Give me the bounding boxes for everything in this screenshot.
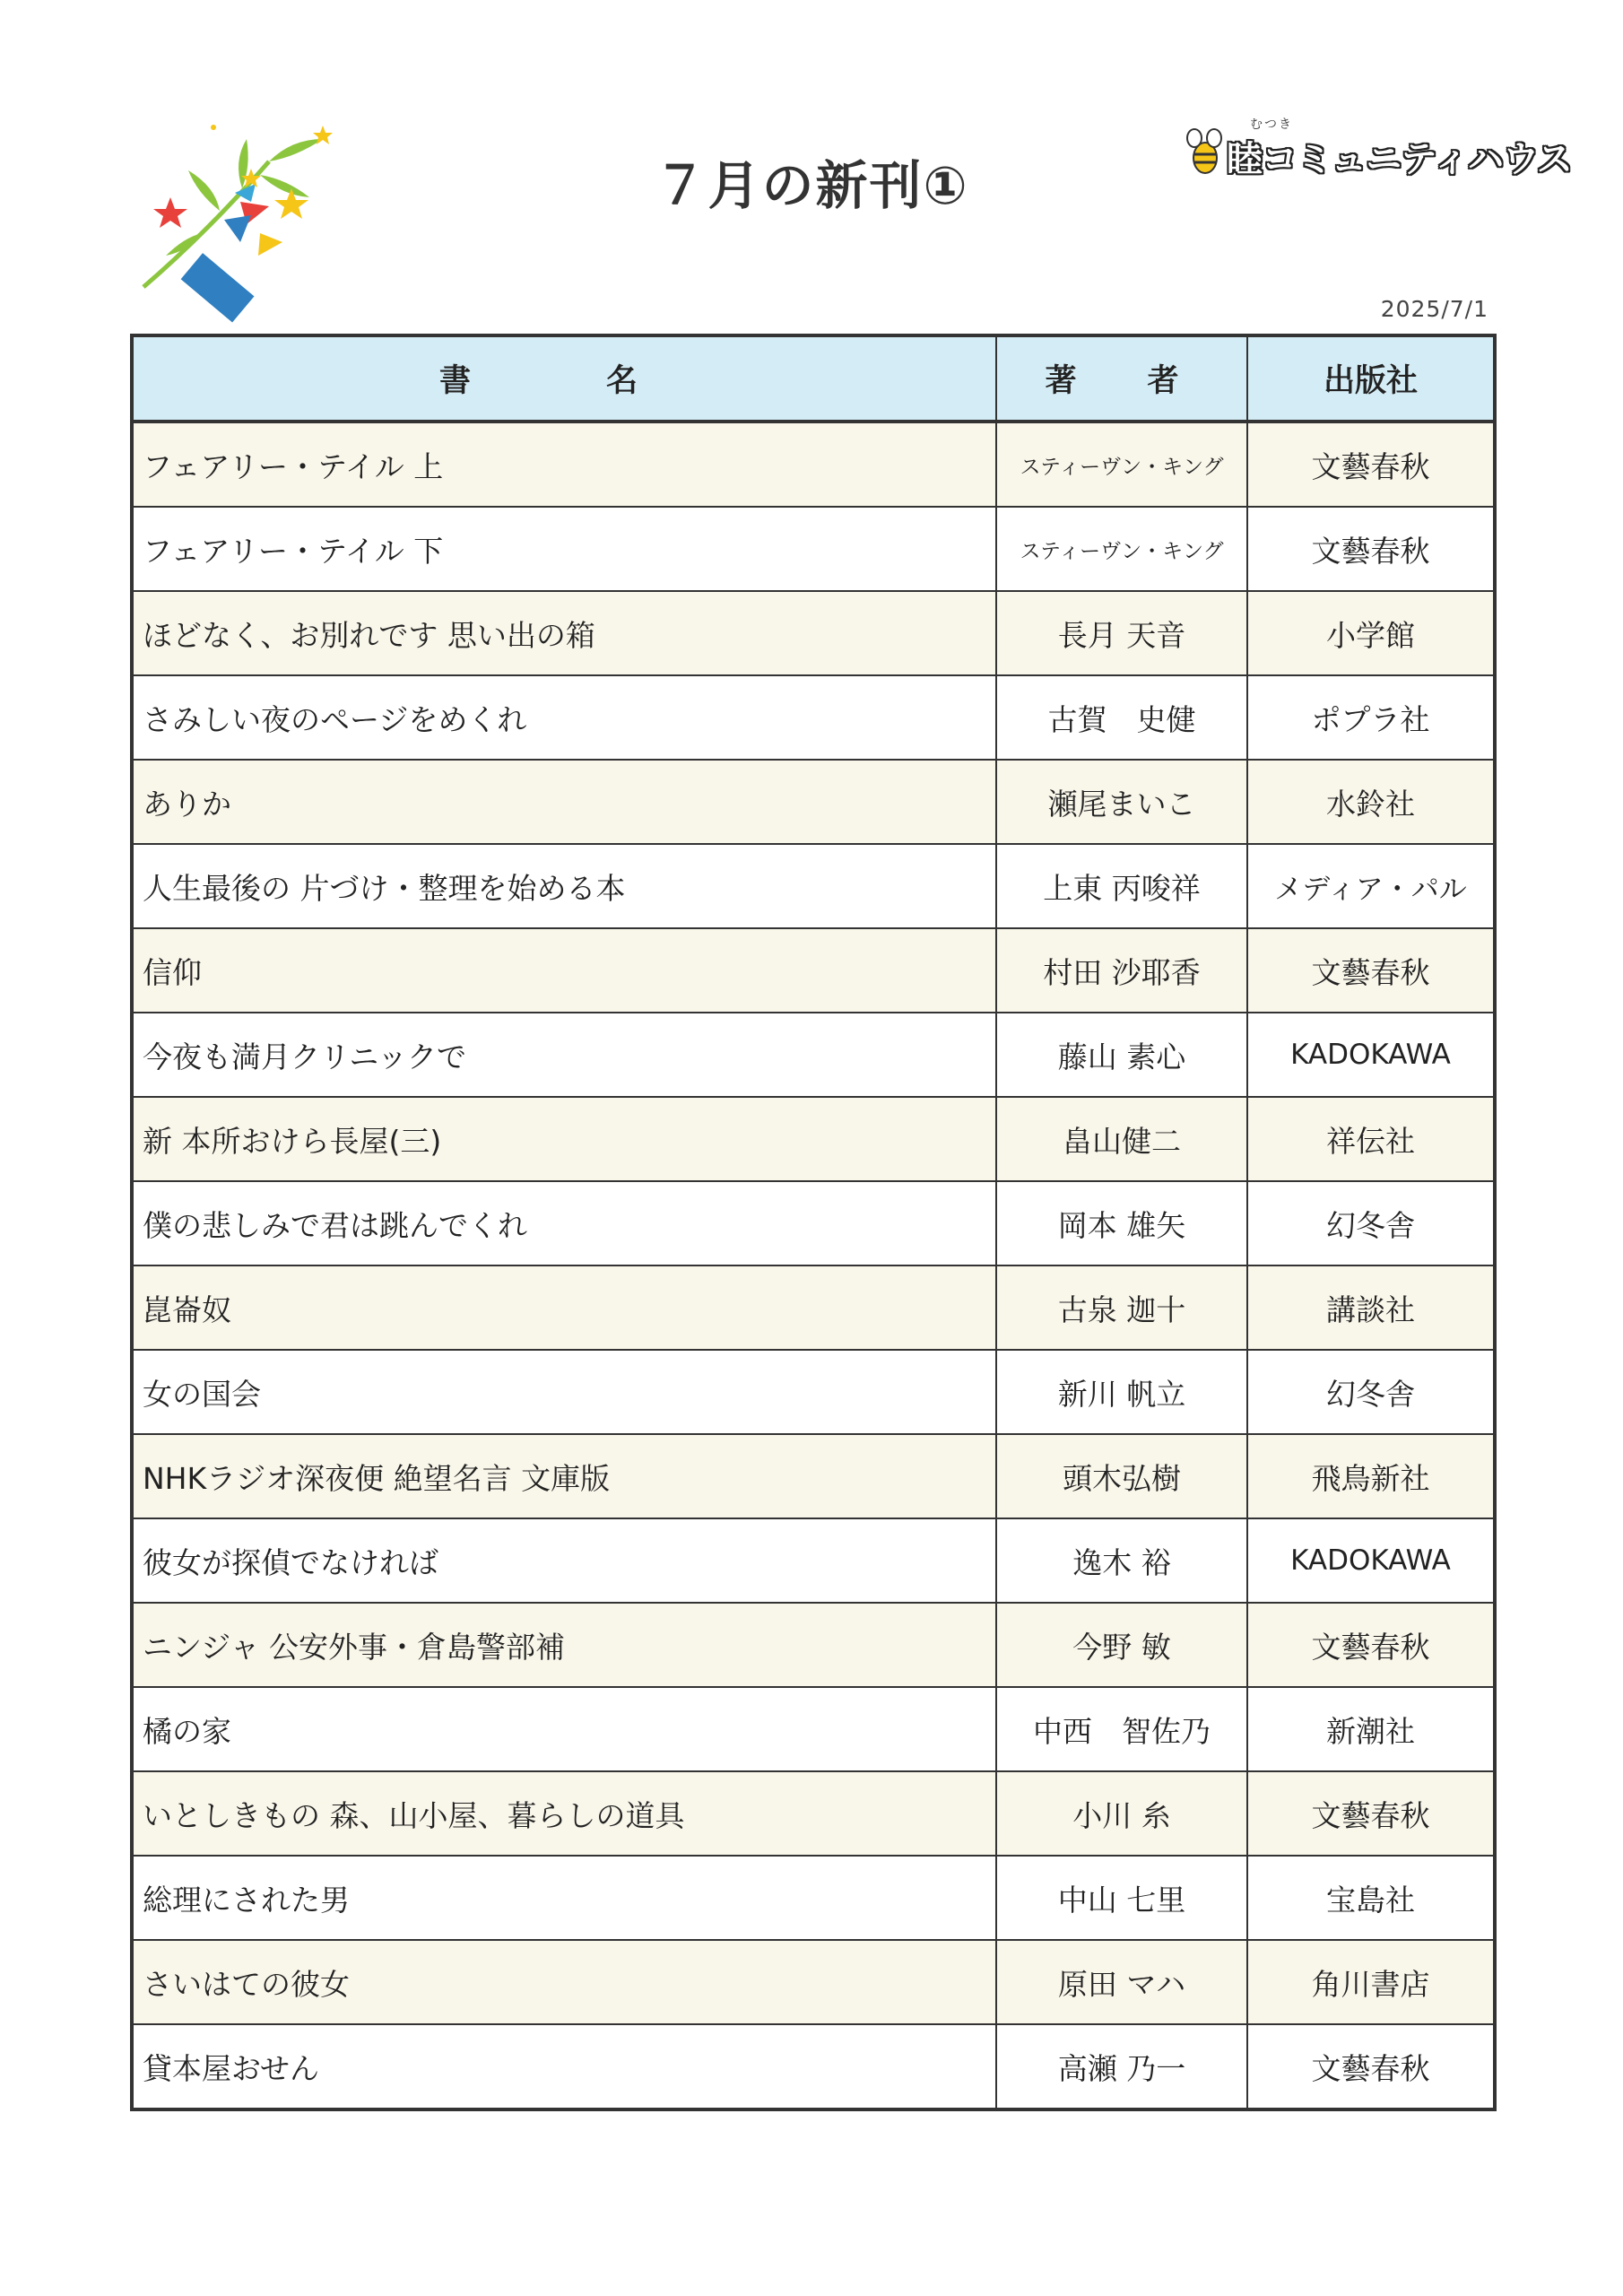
book-publisher: 小学館 bbox=[1247, 591, 1495, 675]
book-title: 総理にされた男 bbox=[132, 1856, 996, 1940]
book-author: 中山 七里 bbox=[996, 1856, 1247, 1940]
book-author: 藤山 素心 bbox=[996, 1013, 1247, 1097]
book-title: さみしい夜のページをめくれ bbox=[132, 675, 996, 760]
book-title: フェアリー・テイル 上 bbox=[132, 422, 996, 507]
book-author: 小川 糸 bbox=[996, 1771, 1247, 1856]
issue-date: 2025/7/1 bbox=[1380, 296, 1488, 322]
book-publisher: メディア・パル bbox=[1247, 844, 1495, 928]
book-title: NHKラジオ深夜便 絶望名言 文庫版 bbox=[132, 1434, 996, 1518]
table-row bbox=[132, 1940, 1495, 2024]
book-author: スティーヴン・キング bbox=[996, 507, 1247, 591]
book-author: 高瀬 乃一 bbox=[996, 2024, 1247, 2109]
table-row bbox=[132, 1013, 1495, 1097]
book-title: 貸本屋おせん bbox=[132, 2024, 996, 2109]
book-publisher: 文藝春秋 bbox=[1247, 928, 1495, 1013]
book-title: 崑崙奴 bbox=[132, 1265, 996, 1350]
table-row bbox=[132, 1518, 1495, 1603]
book-publisher: 飛鳥新社 bbox=[1247, 1434, 1495, 1518]
book-author: 原田 マハ bbox=[996, 1940, 1247, 2024]
book-title: 女の国会 bbox=[132, 1350, 996, 1434]
book-publisher: 幻冬舎 bbox=[1247, 1181, 1495, 1265]
book-publisher: 角川書店 bbox=[1247, 1940, 1495, 2024]
book-publisher: KADOKAWA bbox=[1247, 1013, 1495, 1097]
table-row bbox=[132, 2024, 1495, 2109]
book-publisher: 講談社 bbox=[1247, 1265, 1495, 1350]
book-title: 新 本所おけら長屋(三) bbox=[132, 1097, 996, 1181]
book-publisher: KADOKAWA bbox=[1247, 1518, 1495, 1603]
book-title: ほどなく、お別れです 思い出の箱 bbox=[132, 591, 996, 675]
book-title: 橘の家 bbox=[132, 1687, 996, 1771]
book-author: 上東 丙唆祥 bbox=[996, 844, 1247, 928]
table-row bbox=[132, 1434, 1495, 1518]
book-author: 瀬尾まいこ bbox=[996, 760, 1247, 844]
book-publisher: 宝島社 bbox=[1247, 1856, 1495, 1940]
book-title: さいはての彼女 bbox=[132, 1940, 996, 2024]
book-publisher: 祥伝社 bbox=[1247, 1097, 1495, 1181]
book-author: 今野 敏 bbox=[996, 1603, 1247, 1687]
table-row bbox=[132, 1097, 1495, 1181]
book-author: 逸木 裕 bbox=[996, 1518, 1247, 1603]
book-publisher: 文藝春秋 bbox=[1247, 1771, 1495, 1856]
table-row bbox=[132, 1687, 1495, 1771]
table-row bbox=[132, 844, 1495, 928]
table-row bbox=[132, 1856, 1495, 1940]
book-author: 畠山健二 bbox=[996, 1097, 1247, 1181]
book-publisher: 水鈴社 bbox=[1247, 760, 1495, 844]
book-author: 長月 天音 bbox=[996, 591, 1247, 675]
book-publisher: 文藝春秋 bbox=[1247, 422, 1495, 507]
table-row bbox=[132, 1181, 1495, 1265]
book-publisher: 文藝春秋 bbox=[1247, 507, 1495, 591]
book-publisher: 新潮社 bbox=[1247, 1687, 1495, 1771]
table-row bbox=[132, 591, 1495, 675]
book-title: 僕の悲しみで君は跳んでくれ bbox=[132, 1181, 996, 1265]
page-title: ７月の新刊① bbox=[654, 155, 969, 216]
book-title: フェアリー・テイル 下 bbox=[132, 507, 996, 591]
column-header-title: 書 名 bbox=[132, 335, 996, 422]
table-row bbox=[132, 507, 1495, 591]
logo-text: 睦コミュニティハウス bbox=[1227, 139, 1572, 180]
table-row bbox=[132, 1771, 1495, 1856]
book-author: 中西 智佐乃 bbox=[996, 1687, 1247, 1771]
new-books-table bbox=[130, 334, 1497, 2111]
book-author: 古泉 迦十 bbox=[996, 1265, 1247, 1350]
tanabata-decoration bbox=[135, 108, 341, 332]
table-row bbox=[132, 422, 1495, 507]
book-author: スティーヴン・キング bbox=[996, 422, 1247, 507]
book-title: 今夜も満月クリニックで bbox=[132, 1013, 996, 1097]
table-header-row bbox=[132, 335, 1495, 422]
book-author: 古賀 史健 bbox=[996, 675, 1247, 760]
table-row bbox=[132, 1265, 1495, 1350]
book-title: 彼女が探偵でなければ bbox=[132, 1518, 996, 1603]
book-title: ニンジャ 公安外事・倉島警部補 bbox=[132, 1603, 996, 1687]
book-publisher: ポプラ社 bbox=[1247, 675, 1495, 760]
book-title: 人生最後の 片づけ・整理を始める本 bbox=[132, 844, 996, 928]
table-row bbox=[132, 1603, 1495, 1687]
book-publisher: 文藝春秋 bbox=[1247, 2024, 1495, 2109]
book-author: 村田 沙耶香 bbox=[996, 928, 1247, 1013]
book-author: 新川 帆立 bbox=[996, 1350, 1247, 1434]
column-header-publisher: 出版社 bbox=[1247, 335, 1495, 422]
table-row bbox=[132, 1350, 1495, 1434]
table-row bbox=[132, 675, 1495, 760]
book-title: 信仰 bbox=[132, 928, 996, 1013]
book-author: 岡本 雄矢 bbox=[996, 1181, 1247, 1265]
table-row bbox=[132, 928, 1495, 1013]
book-title: ありか bbox=[132, 760, 996, 844]
column-header-author: 著 者 bbox=[996, 335, 1247, 422]
book-author: 頭木弘樹 bbox=[996, 1434, 1247, 1518]
book-publisher: 幻冬舎 bbox=[1247, 1350, 1495, 1434]
table-row bbox=[132, 760, 1495, 844]
logo-ruby: むつき bbox=[1250, 117, 1293, 132]
book-publisher: 文藝春秋 bbox=[1247, 1603, 1495, 1687]
book-title: いとしきもの 森、山小屋、暮らしの道具 bbox=[132, 1771, 996, 1856]
